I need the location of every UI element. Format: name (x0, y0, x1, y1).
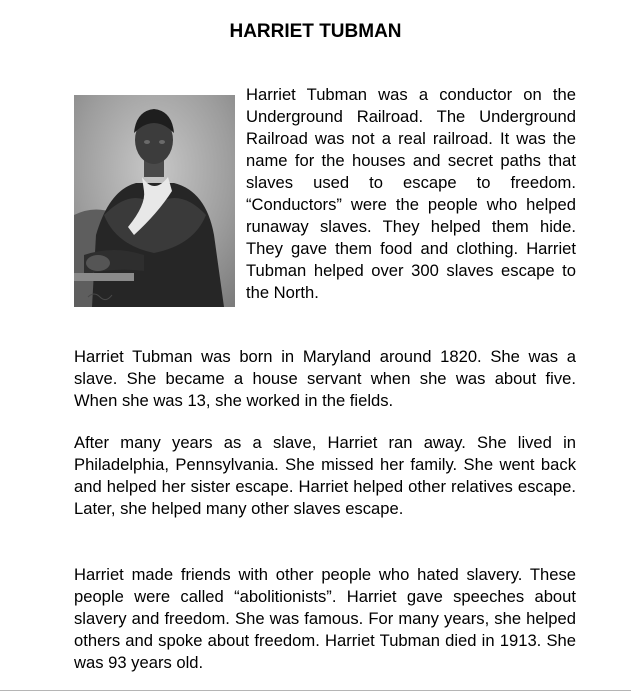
page-bottom-divider (0, 690, 631, 691)
portrait-photo (74, 95, 235, 307)
page-title: HARRIET TUBMAN (229, 21, 402, 42)
abolitionist-paragraph: Harriet made friends with other people who hated slavery. These people were called “abolitionists”. Harriet gave speeches about slavery and freedom. She was famous. For many years, she helped others and spoke about freedom. Harriet Tubman died in 1913. She was 93 years old. (74, 565, 576, 672)
escape-paragraph: After many years as a slave, Harriet ran away. She lived in Philadelphia, Pennsylvania. She missed her family. She went back and helped her sister escape. Harriet helped other relatives escape. Later, she helped many other slaves escape. (74, 433, 576, 518)
birth-paragraph: Harriet Tubman was born in Maryland around 1820. She was a slave. She became a house servant when she was about five. When she was 13, she worked in the fields. (74, 347, 576, 410)
portrait-image (74, 95, 235, 307)
intro-paragraph: Harriet Tubman was a conductor on the Underground Railroad. The Underground Railroad was not a real railroad. It was the name for the houses and secret paths that slaves used to escape to freedom. “Conductors” were the people who helped runaway slaves. They helped them hide. They gave them food and clothing. Harriet Tubman helped over 300 slaves escape to the North. (246, 85, 576, 302)
